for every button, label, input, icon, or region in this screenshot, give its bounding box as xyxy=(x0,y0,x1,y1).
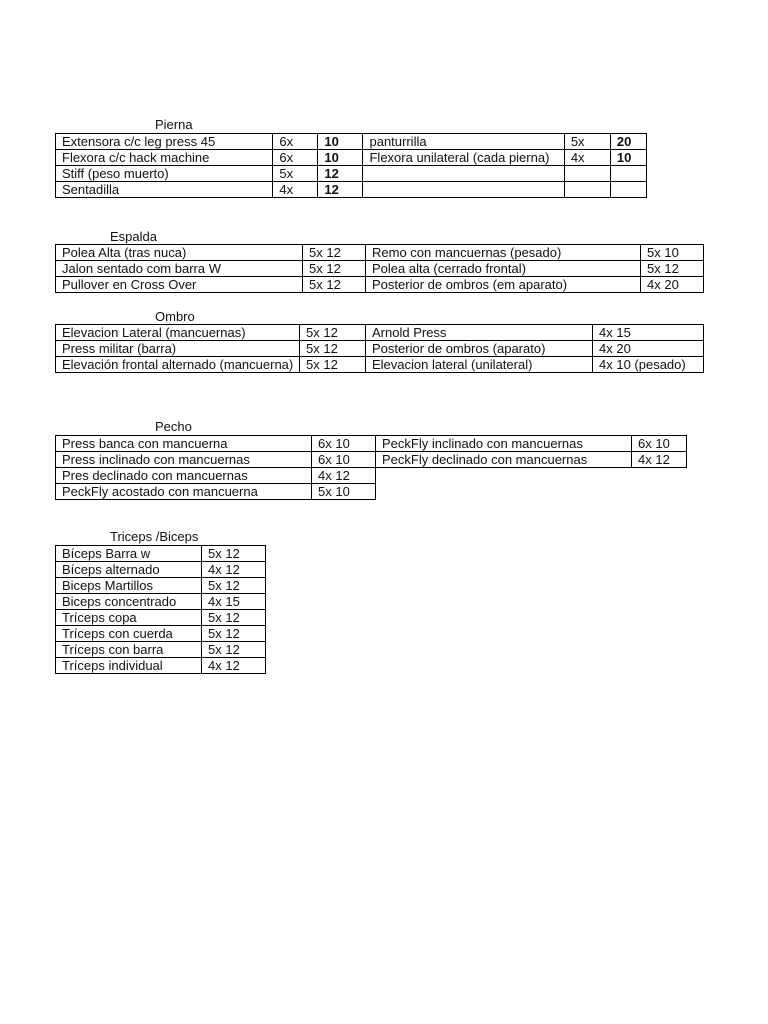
table-cell: 6x xyxy=(273,150,318,166)
table-cell: Pullover en Cross Over xyxy=(56,277,303,293)
table-cell: Tríceps con cuerda xyxy=(56,626,202,642)
table-cell: 6x 10 xyxy=(312,436,376,452)
table-cell: 5x xyxy=(273,166,318,182)
triceps-biceps-table xyxy=(55,545,266,674)
table-row xyxy=(56,277,704,293)
table-cell: 6x 10 xyxy=(312,452,376,468)
table-cell: 5x 12 xyxy=(300,357,366,373)
table-row xyxy=(56,261,704,277)
table-cell: 5x 12 xyxy=(641,261,704,277)
table-cell: Elevacion lateral (unilateral) xyxy=(366,357,593,373)
table-row xyxy=(56,452,376,468)
table-cell: Polea Alta (tras nuca) xyxy=(56,245,303,261)
table-cell: 5x 12 xyxy=(202,610,266,626)
section-title-pierna: Pierna xyxy=(155,117,193,132)
table-cell: PeckFly declinado con mancuernas xyxy=(376,452,632,468)
ombro-table xyxy=(55,324,704,373)
table-cell: 4x 15 xyxy=(202,594,266,610)
table-row xyxy=(56,150,647,166)
table-cell: 10 xyxy=(610,150,646,166)
table-cell: 12 xyxy=(318,166,363,182)
table-cell: Posterior de ombros (aparato) xyxy=(366,341,593,357)
table-row xyxy=(56,484,376,500)
table-row xyxy=(56,182,647,198)
table-cell: PeckFly acostado con mancuerna xyxy=(56,484,312,500)
table-cell: Posterior de ombros (em aparato) xyxy=(366,277,641,293)
table-cell: 4x 20 xyxy=(593,341,704,357)
table-cell: 10 xyxy=(318,150,363,166)
table-cell: 4x 12 xyxy=(632,452,687,468)
table-row xyxy=(56,626,266,642)
table-cell: Jalon sentado com barra W xyxy=(56,261,303,277)
table-cell: 5x 12 xyxy=(303,245,366,261)
table-cell: 5x 10 xyxy=(641,245,704,261)
table-cell: 4x 12 xyxy=(202,562,266,578)
table-cell: Press inclinado con mancuernas xyxy=(56,452,312,468)
table-cell: Elevacion Lateral (mancuernas) xyxy=(56,325,300,341)
table-cell: Tríceps copa xyxy=(56,610,202,626)
table-cell: Remo con mancuernas (pesado) xyxy=(366,245,641,261)
table-cell: Tríceps con barra xyxy=(56,642,202,658)
table-cell: Flexora c/c hack machine xyxy=(56,150,273,166)
table-cell: Sentadilla xyxy=(56,182,273,198)
espalda-table xyxy=(55,244,704,293)
table-row xyxy=(56,436,376,452)
table-row xyxy=(56,468,376,484)
table-cell xyxy=(610,166,646,182)
table-row xyxy=(56,578,266,594)
table-row xyxy=(56,325,704,341)
table-cell: 10 xyxy=(318,134,363,150)
table-cell: 4x 15 xyxy=(593,325,704,341)
section-title-triceps-biceps: Triceps /Biceps xyxy=(110,529,199,544)
section-title-espalda: Espalda xyxy=(110,229,157,244)
table-cell: Press banca con mancuerna xyxy=(56,436,312,452)
table-cell: Elevación frontal alternado (mancuerna) xyxy=(56,357,300,373)
table-cell: 5x 10 xyxy=(312,484,376,500)
table-row xyxy=(376,452,687,468)
table-row xyxy=(56,658,266,674)
table-cell: 5x 12 xyxy=(202,626,266,642)
table-cell: Flexora unilateral (cada pierna) xyxy=(363,150,564,166)
pecho-table-left xyxy=(55,435,376,500)
section-title-pecho: Pecho xyxy=(155,419,192,434)
table-cell: Bíceps Barra w xyxy=(56,546,202,562)
table-row xyxy=(56,594,266,610)
table-cell: 5x 12 xyxy=(202,546,266,562)
table-cell: 5x 12 xyxy=(303,277,366,293)
table-cell: 4x 12 xyxy=(312,468,376,484)
table-cell xyxy=(363,182,564,198)
table-cell: Polea alta (cerrado frontal) xyxy=(366,261,641,277)
table-cell: Extensora c/c leg press 45 xyxy=(56,134,273,150)
table-cell: panturrilla xyxy=(363,134,564,150)
table-cell: 6x xyxy=(273,134,318,150)
table-cell xyxy=(564,166,610,182)
table-cell: 4x xyxy=(273,182,318,198)
table-row xyxy=(56,562,266,578)
table-cell: 4x 12 xyxy=(202,658,266,674)
table-row xyxy=(56,341,704,357)
table-cell: PeckFly inclinado con mancuernas xyxy=(376,436,632,452)
table-row xyxy=(56,610,266,626)
table-row xyxy=(56,642,266,658)
table-cell: 5x 12 xyxy=(300,325,366,341)
table-cell: 5x 12 xyxy=(300,341,366,357)
table-cell: 4x xyxy=(564,150,610,166)
table-cell: 5x 12 xyxy=(303,261,366,277)
table-cell: Pres declinado con mancuernas xyxy=(56,468,312,484)
table-cell: Bíceps alternado xyxy=(56,562,202,578)
table-cell: 5x 12 xyxy=(202,578,266,594)
table-cell: Biceps Martillos xyxy=(56,578,202,594)
table-row xyxy=(376,436,687,452)
table-row xyxy=(56,546,266,562)
table-cell: 5x 12 xyxy=(202,642,266,658)
table-cell: 12 xyxy=(318,182,363,198)
table-cell: Press militar (barra) xyxy=(56,341,300,357)
table-row xyxy=(56,134,647,150)
table-cell xyxy=(564,182,610,198)
table-cell: 4x 20 xyxy=(641,277,704,293)
table-row xyxy=(56,245,704,261)
table-cell: 5x xyxy=(564,134,610,150)
table-cell xyxy=(610,182,646,198)
table-cell: Arnold Press xyxy=(366,325,593,341)
table-cell: 20 xyxy=(610,134,646,150)
table-cell: Biceps concentrado xyxy=(56,594,202,610)
table-row xyxy=(56,357,704,373)
table-cell: 6x 10 xyxy=(632,436,687,452)
section-title-ombro: Ombro xyxy=(155,309,195,324)
pierna-table xyxy=(55,133,647,198)
table-cell: Tríceps individual xyxy=(56,658,202,674)
pecho-table-right xyxy=(375,435,687,468)
table-cell: 4x 10 (pesado) xyxy=(593,357,704,373)
table-cell xyxy=(363,166,564,182)
table-row xyxy=(56,166,647,182)
table-cell: Stiff (peso muerto) xyxy=(56,166,273,182)
